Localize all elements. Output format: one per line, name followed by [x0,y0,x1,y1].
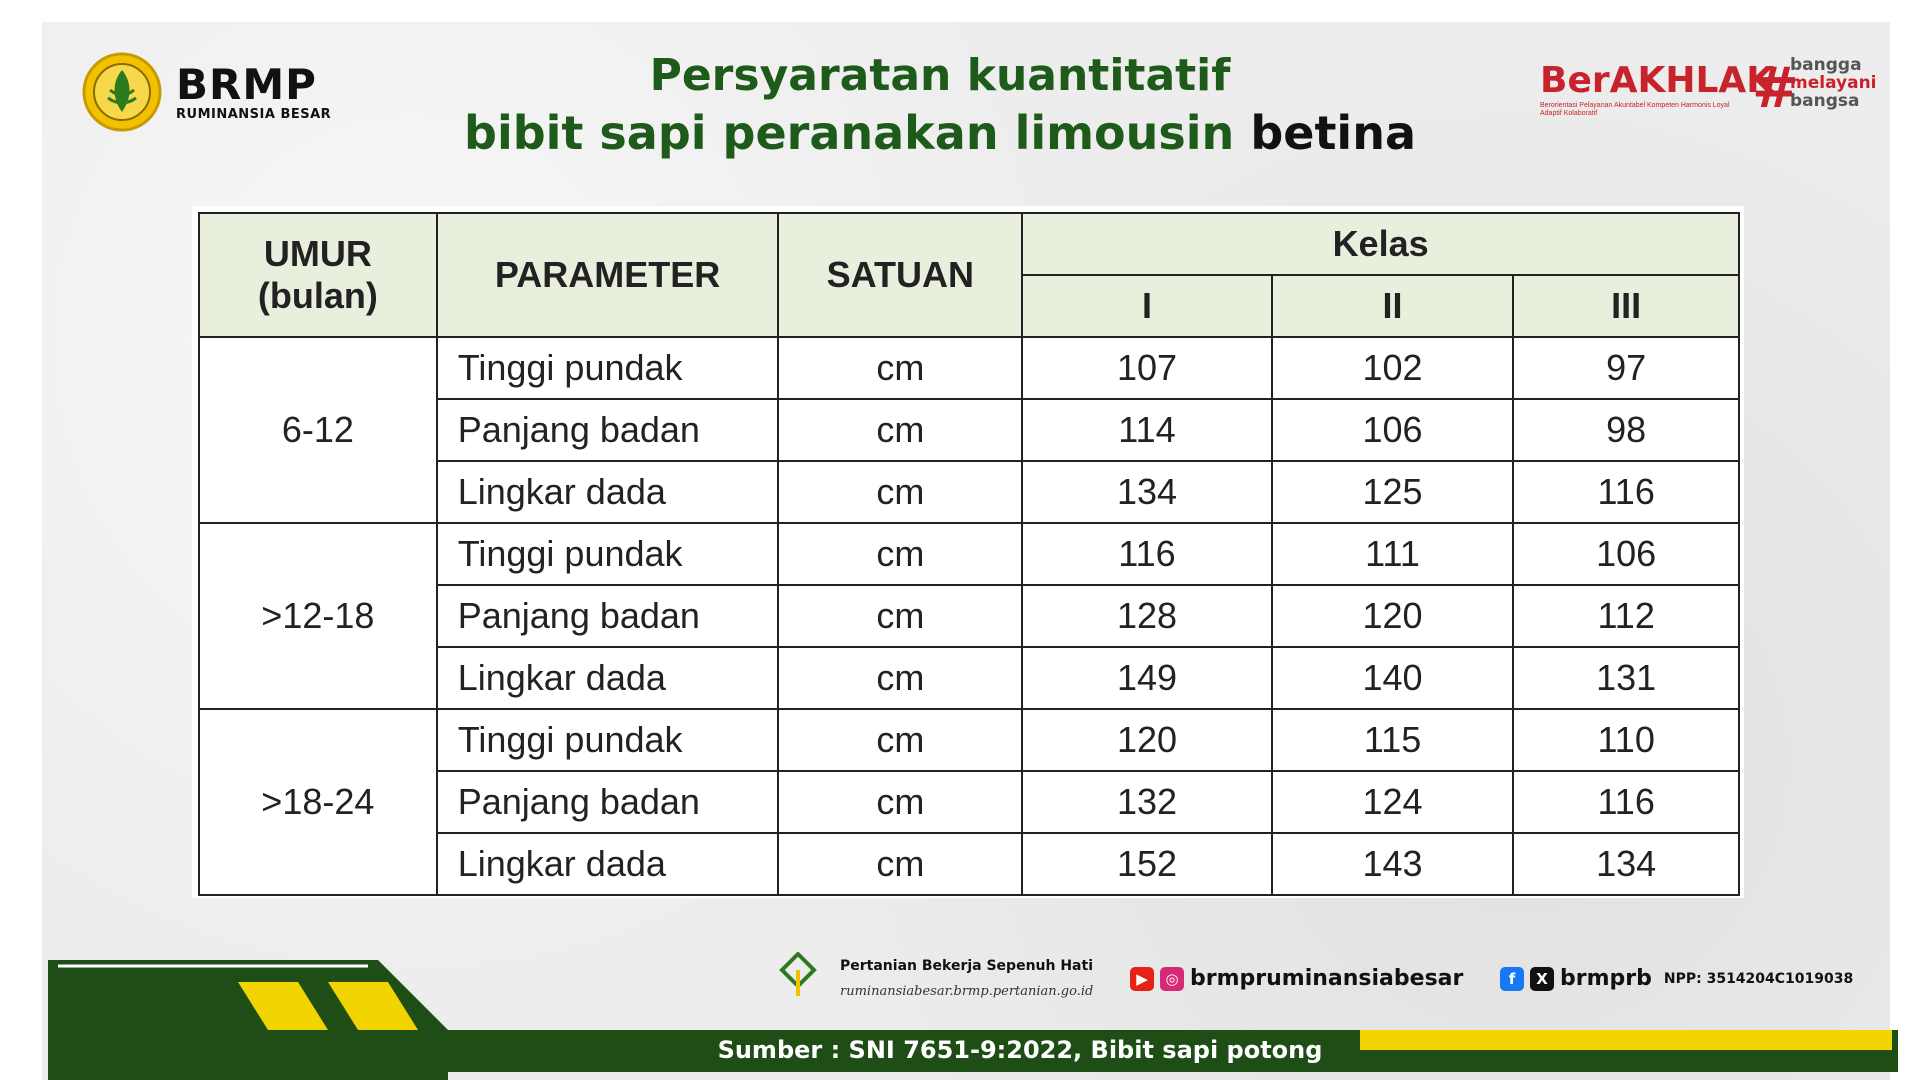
value-cell: 102 [1272,337,1514,399]
page-title [440,48,1440,162]
value-cell: 140 [1272,647,1514,709]
value-cell: 116 [1513,771,1739,833]
value-cell: 149 [1022,647,1272,709]
brand-subtitle: RUMINANSIA BESAR [176,106,332,122]
word-bangga: bangga [1790,55,1862,75]
header-kelas-1: I [1022,275,1272,337]
value-cell: 120 [1272,585,1514,647]
parameter-cell: Panjang badan [437,771,779,833]
title-line-2-green: bibit sapi peranakan limousin [464,106,1235,160]
source-note: Sumber : SNI 7651-9:2022, Bibit sapi potong [717,1036,1323,1064]
header-kelas-2: II [1272,275,1514,337]
title-line-2-dark: betina [1250,106,1416,160]
satuan-cell: cm [778,585,1022,647]
brmp-logo [82,52,331,132]
satuan-cell: cm [778,647,1022,709]
x-icon[interactable]: X [1530,967,1554,991]
social-handle-primary[interactable]: brmpruminansiabesar [1190,966,1464,991]
table-row [199,523,1739,585]
social-handle-secondary[interactable]: brmprb [1560,966,1652,991]
header-kelas-3: III [1513,275,1739,337]
requirements-table [198,212,1740,896]
kementan-tag-icon [778,952,818,1002]
header-umur-label: UMUR [263,233,372,274]
umur-cell: 6-12 [199,337,437,523]
value-cell: 131 [1513,647,1739,709]
umur-cell: >18-24 [199,709,437,895]
parameter-cell: Panjang badan [437,399,779,461]
value-cell: 111 [1272,523,1514,585]
value-cell: 106 [1272,399,1514,461]
value-cell: 134 [1022,461,1272,523]
satuan-cell: cm [778,337,1022,399]
word-bangsa: bangsa [1790,91,1860,111]
satuan-cell: cm [778,771,1022,833]
brand-name: BRMP [176,59,317,109]
value-cell: 114 [1022,399,1272,461]
header-umur [199,213,437,337]
value-cell: 98 [1513,399,1739,461]
value-cell: 97 [1513,337,1739,399]
value-cell: 115 [1272,709,1514,771]
satuan-cell: cm [778,461,1022,523]
kementan-emblem-icon [82,52,162,132]
value-cell: 116 [1022,523,1272,585]
value-cell: 134 [1513,833,1739,895]
hash-icon: # [1752,56,1799,121]
value-cell: 110 [1513,709,1739,771]
footer-tagline: Pertanian Bekerja Sepenuh Hati [840,958,1093,974]
value-cell: 107 [1022,337,1272,399]
value-cell: 143 [1272,833,1514,895]
word-melayani: melayani [1790,73,1877,93]
facebook-icon[interactable]: f [1500,967,1524,991]
value-cell: 120 [1022,709,1272,771]
header-satuan: SATUAN [778,213,1022,337]
instagram-icon[interactable]: ◎ [1160,967,1184,991]
parameter-cell: Lingkar dada [437,833,779,895]
value-cell: 125 [1272,461,1514,523]
title-line-1: Persyaratan kuantitatif [649,50,1231,101]
parameter-cell: Panjang badan [437,585,779,647]
satuan-cell: cm [778,709,1022,771]
parameter-cell: Lingkar dada [437,461,779,523]
value-cell: 132 [1022,771,1272,833]
parameter-cell: Tinggi pundak [437,523,779,585]
value-cell: 124 [1272,771,1514,833]
table-card [192,206,1744,898]
berakhlak-wordmark: BerAKHLAK [1540,60,1775,101]
title-line-2 [440,104,1440,162]
satuan-cell: cm [778,833,1022,895]
value-cell: 106 [1513,523,1739,585]
value-cell: 152 [1022,833,1272,895]
berakhlak-tagline: Berorientasi Pelayanan Akuntabel Kompeten Harmonis Loyal Adaptif Kolaboratif [1540,102,1730,117]
value-cell: 128 [1022,585,1272,647]
social-secondary [1500,966,1853,991]
parameter-cell: Tinggi pundak [437,337,779,399]
parameter-cell: Lingkar dada [437,647,779,709]
footer-yellow-strip [1360,1030,1892,1050]
social-primary [1130,966,1463,991]
value-cell: 112 [1513,585,1739,647]
table-row [199,709,1739,771]
youtube-icon[interactable]: ▶ [1130,967,1154,991]
umur-cell: >12-18 [199,523,437,709]
header-kelas: Kelas [1022,213,1739,275]
bangga-melayani-bangsa [1790,56,1877,110]
header-umur-unit: (bulan) [257,275,378,316]
footer-website: ruminansiabesar.brmp.pertanian.go.id [840,984,1094,999]
npp-number: NPP: 3514204C1019038 [1663,970,1854,987]
value-cell: 116 [1513,461,1739,523]
table-row [199,337,1739,399]
parameter-cell: Tinggi pundak [437,709,779,771]
satuan-cell: cm [778,523,1022,585]
header-parameter: PARAMETER [437,213,779,337]
berakhlak-logo [1540,46,1880,126]
satuan-cell: cm [778,399,1022,461]
